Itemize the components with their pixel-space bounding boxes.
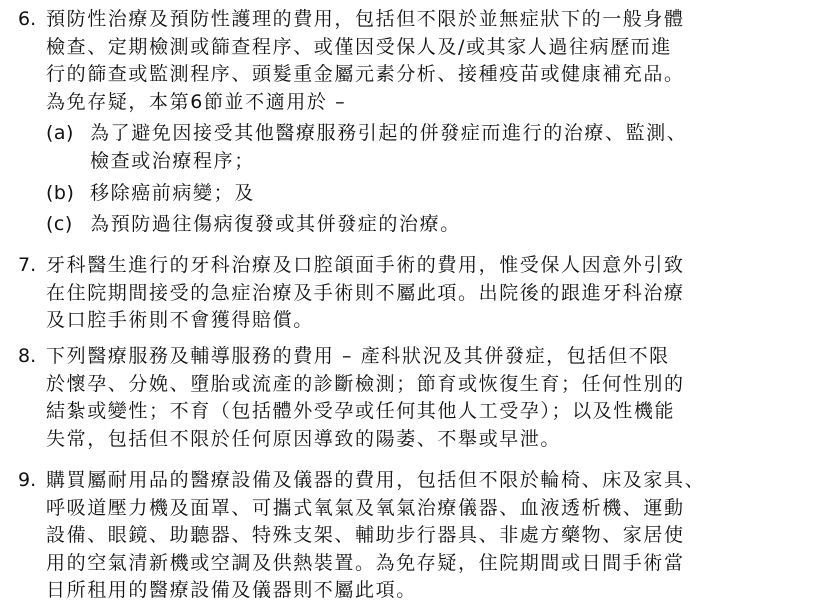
text-line: 呼吸道壓力機及面罩、可攜式氧氣及氧氣治療儀器、血液透析機、運動 [46,496,685,519]
item-number: 8. [18,345,37,367]
exclusion-item-6 [18,6,808,238]
subitem-c [46,211,806,239]
text-line: 為免存疑，本第6節並不適用於 – [46,90,347,113]
text-line: 牙科醫生進行的牙科治療及口腔頜面手術的費用，惟受保人因意外引致 [46,254,685,276]
text-line: 預防性治療及預防性護理的費用，包括但不限於並無症狀下的一般身體 [46,8,685,30]
text-line: 檢查或治療程序； [90,149,255,172]
item-text [46,6,806,116]
exclusion-item-7 [18,252,808,336]
subitem-text [90,211,461,239]
text-line: 在住院期間接受的急症治療及手術則不屬此項。出院後的跟進牙科治療 [46,281,685,304]
text-line: 行的篩查或監測程序、頭髮重金屬元素分析、接種疫苗或健康補充品。 [46,63,685,85]
subitem-text [90,120,687,175]
text-line: 用的空氣清新機或空調及供熱裝置。為免存疑，住院期間或日間手術當 [46,551,685,574]
text-line: 為了避免因接受其他醫療服務引起的併發症而進行的治療、監測、 [90,122,688,144]
subitem-text [90,180,255,208]
text-line: 為預防過往傷病復發或其併發症的治療。 [90,213,461,235]
text-line: 結紮或變性；不育（包括體外受孕或任何其他人工受孕）；以及性機能 [46,400,676,422]
text-line: 檢查、定期檢測或篩查程序、或僅因受保人及/或其家人過往病歷而進 [46,35,673,58]
item-text [46,252,806,335]
subitem-a [46,120,806,176]
subitem-label: (c) [46,213,73,235]
item-number: 6. [18,8,37,30]
exclusion-item-8 [18,343,808,455]
item-text [46,343,806,453]
subitem-b [46,180,806,208]
text-line: 及口腔手術則不會獲得賠償。 [46,309,314,331]
text-line: 下列醫療服務及輔導服務的費用 – 產科狀況及其併發症，包括但不限 [46,345,670,367]
item-number: 7. [18,254,37,276]
subitem-label: (a) [46,122,74,144]
exclusion-item-9 [18,467,808,607]
text-line: 設備、眼鏡、助聽器、特殊支架、輔助步行器具、非處方藥物、家居使 [46,524,685,546]
text-line: 於懷孕、分娩、墮胎或流產的診斷檢測；節育或恢復生育；任何性別的 [46,372,685,395]
subitem-label: (b) [46,182,75,204]
text-line: 失常，包括但不限於任何原因導致的陽萎、不舉或早泄。 [46,427,562,450]
text-line: 移除癌前病變；及 [90,182,255,204]
text-line: 購買屬耐用品的醫療設備及儀器的費用，包括但不限於輪椅、床及家具、 [46,469,706,491]
item-number: 9. [18,469,37,491]
item-text [46,467,806,605]
text-line: 日所租用的醫療設備及儀器則不屬此項。 [46,579,417,601]
